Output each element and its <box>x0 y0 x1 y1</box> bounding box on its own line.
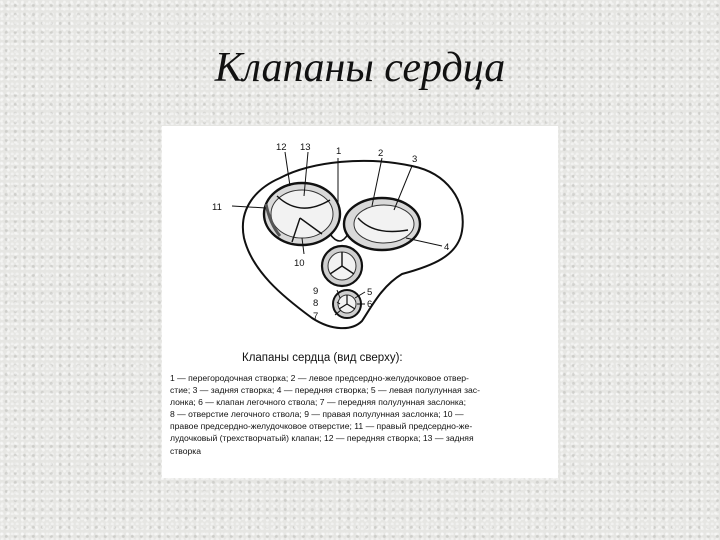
marker-1: 1 <box>336 146 342 157</box>
caption-line: 8 — отверстие легочного ствола; 9 — правая полулунная заслонка; 10 — <box>170 409 464 420</box>
caption-line: створка <box>170 445 201 456</box>
marker-10: 10 <box>294 258 305 269</box>
marker-6: 6 <box>367 299 373 310</box>
marker-12: 12 <box>276 142 287 153</box>
marker-9: 9 <box>313 286 319 297</box>
marker-7: 7 <box>313 311 319 322</box>
marker-4: 4 <box>444 242 450 253</box>
heart-valves-figure <box>162 126 558 478</box>
marker-3: 3 <box>412 154 418 165</box>
caption-heading: Клапаны сердца (вид сверху): <box>242 352 403 364</box>
caption-line: лудочковый (трехстворчатый) клапан; 12 — передняя створка; 13 — задняя <box>170 433 474 444</box>
marker-11: 11 <box>212 202 222 213</box>
caption-line: правое предсердно-желудочковое отверстие; 11 — правый предсердно-же- <box>170 421 473 432</box>
caption-line: 1 — перегородочная створка; 2 — левое предсердно-желудочковое отвер- <box>170 373 469 383</box>
marker-2: 2 <box>378 148 384 159</box>
marker-13: 13 <box>300 142 311 153</box>
marker-8: 8 <box>313 298 319 309</box>
caption-line: лонка; 6 — клапан легочного ствола; 7 — передняя полулунная заслонка; <box>170 397 466 408</box>
slide-title: Клапаны сердца <box>214 45 506 91</box>
marker-5: 5 <box>367 287 373 298</box>
caption-line: стие; 3 — задняя створка; 4 — передняя створка; 5 — левая полулунная зас- <box>170 385 480 396</box>
caption-body <box>170 372 536 457</box>
